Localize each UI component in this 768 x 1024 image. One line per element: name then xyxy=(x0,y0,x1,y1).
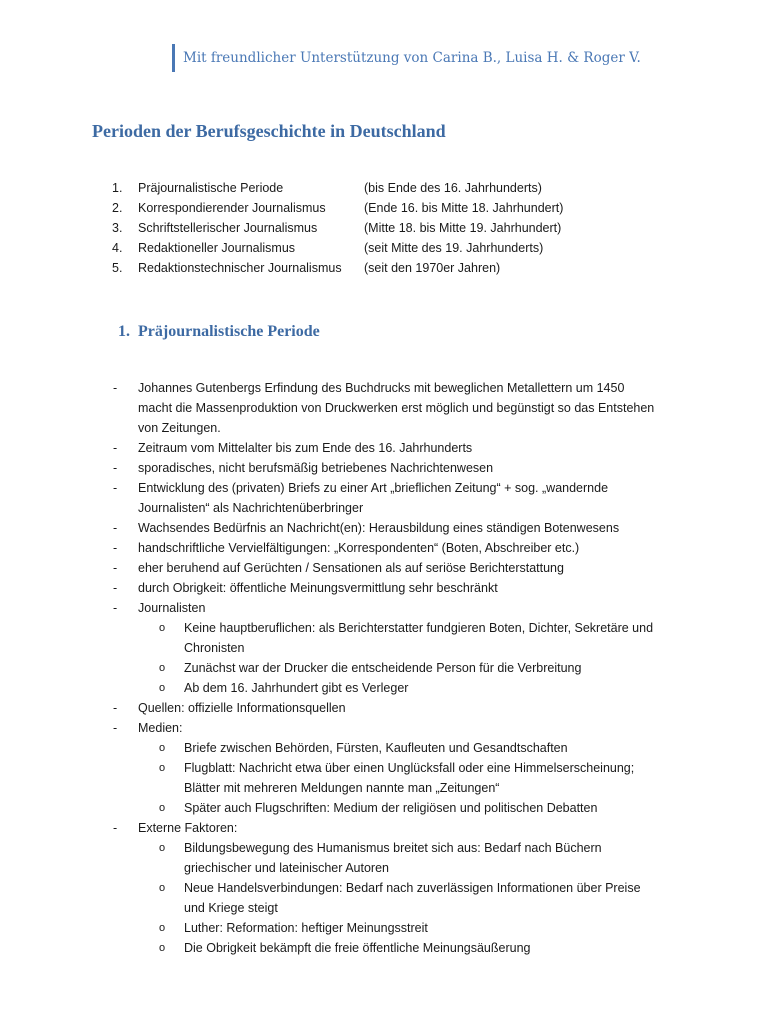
period-number: 4. xyxy=(112,241,123,255)
dash-marker: - xyxy=(113,441,118,455)
dash-marker: - xyxy=(113,521,118,535)
circle-marker: o xyxy=(159,942,166,954)
circle-marker: o xyxy=(159,922,166,934)
dash-marker: - xyxy=(113,461,118,475)
period-name: Präjournalistische Periode xyxy=(138,181,284,195)
sub-bullet-text: Luther: Reformation: heftiger Meinungsstreit xyxy=(184,921,428,935)
bullet-text: Externe Faktoren: xyxy=(138,821,238,835)
sub-bullet-text: Keine hauptberuflichen: als Berichterstatter fundgieren Boten, Dichter, Sekretäre und Chronisten xyxy=(184,621,654,655)
bullet-text: sporadisches, nicht berufsmäßig betriebenes Nachrichtenwesen xyxy=(138,461,494,475)
bullet-item xyxy=(0,718,658,738)
dash-marker: - xyxy=(113,601,118,615)
bullet-item xyxy=(0,538,658,558)
circle-marker: o xyxy=(159,882,166,894)
sub-bullet-text: Bildungsbewegung des Humanismus breitet sich aus: Bedarf nach Büchern griechischer und lateinischer Autoren xyxy=(184,841,602,875)
section-number: 1. xyxy=(118,323,130,340)
period-name: Schriftstellerischer Journalismus xyxy=(138,221,318,235)
bullet-text: Journalisten xyxy=(138,601,206,615)
bullet-text: Zeitraum vom Mittelalter bis zum Ende des 16. Jahrhunderts xyxy=(138,441,473,455)
dash-marker: - xyxy=(113,481,118,495)
sub-bullet-item xyxy=(0,758,658,798)
dash-marker: - xyxy=(113,541,118,555)
period-name: Redaktionstechnischer Journalismus xyxy=(138,261,342,275)
bullet-text: Entwicklung des (privaten) Briefs zu einer Art „brieflichen Zeitung“ + sog. „wandernde Journalisten“ als Nachrichtenüberbringer xyxy=(138,481,609,515)
period-number: 2. xyxy=(112,201,123,215)
bullet-item xyxy=(0,818,658,838)
bullet-text: Medien: xyxy=(138,721,183,735)
dash-marker: - xyxy=(113,381,118,395)
dash-marker: - xyxy=(113,561,118,575)
sub-bullet-item xyxy=(0,938,658,958)
bullet-item xyxy=(0,458,658,478)
sub-bullet-text: Zunächst war der Drucker die entscheidende Person für die Verbreitung xyxy=(184,661,582,675)
sub-bullet-text: Briefe zwischen Behörden, Fürsten, Kaufleuten und Gesandtschaften xyxy=(184,741,568,755)
section-heading xyxy=(118,323,320,341)
circle-marker: o xyxy=(159,802,166,814)
bullet-item xyxy=(0,558,658,578)
sub-bullet-text: Später auch Flugschriften: Medium der religiösen und politischen Debatten xyxy=(184,801,598,815)
sub-bullet-item xyxy=(0,658,658,678)
dash-marker: - xyxy=(113,701,118,715)
circle-marker: o xyxy=(159,622,166,634)
bullet-item xyxy=(0,378,658,438)
bullet-item xyxy=(0,438,658,458)
header-credits: Mit freundlicher Unterstützung von Carina B., Luisa H. & Roger V. xyxy=(172,44,641,72)
page-title: Perioden der Berufsgeschichte in Deutschland xyxy=(92,121,446,141)
dash-marker: - xyxy=(113,581,118,595)
sub-bullet-item xyxy=(0,678,658,698)
dash-marker: - xyxy=(113,721,118,735)
period-range: (Mitte 18. bis Mitte 19. Jahrhundert) xyxy=(364,221,562,235)
period-range: (seit den 1970er Jahren) xyxy=(364,261,501,275)
period-range: (Ende 16. bis Mitte 18. Jahrhundert) xyxy=(364,201,564,215)
bullet-text: handschriftliche Vervielfältigungen: „Korrespondenten“ (Boten, Abschreiber etc.) xyxy=(138,541,580,555)
sub-bullet-text: Neue Handelsverbindungen: Bedarf nach zuverlässigen Informationen über Preise und Kriege steigt xyxy=(184,881,641,915)
bullet-text: Johannes Gutenbergs Erfindung des Buchdrucks mit beweglichen Metallettern um 1450 macht die Massenproduktion von Druckwerken erst möglich und begünstigt so das Entstehen von Zeitungen. xyxy=(138,381,655,435)
period-name: Redaktioneller Journalismus xyxy=(138,241,296,255)
sub-bullet-item xyxy=(0,918,658,938)
sub-bullet-text: Die Obrigkeit bekämpft die freie öffentliche Meinungsäußerung xyxy=(184,941,531,955)
bullet-text: Quellen: offizielle Informationsquellen xyxy=(138,701,346,715)
sub-bullet-item xyxy=(0,798,658,818)
circle-marker: o xyxy=(159,662,166,674)
period-name: Korrespondierender Journalismus xyxy=(138,201,326,215)
bullet-item xyxy=(0,518,658,538)
sub-bullet-item xyxy=(0,618,658,658)
period-range: (bis Ende des 16. Jahrhunderts) xyxy=(364,181,542,195)
bullet-item xyxy=(0,698,658,718)
circle-marker: o xyxy=(159,682,166,694)
sub-bullet-text: Ab dem 16. Jahrhundert gibt es Verleger xyxy=(184,681,409,695)
dash-marker: - xyxy=(113,821,118,835)
period-number: 1. xyxy=(112,181,123,195)
bullet-text: Wachsendes Bedürfnis an Nachricht(en): Herausbildung eines ständigen Botenwesens xyxy=(138,521,620,535)
sub-bullet-text: Flugblatt: Nachricht etwa über einen Unglücksfall oder eine Himmelserscheinung; Blätter mit mehreren Meldungen nannte man „Zeitungen“ xyxy=(184,761,635,795)
bullet-item xyxy=(0,598,658,618)
sub-bullet-item xyxy=(0,738,658,758)
circle-marker: o xyxy=(159,742,166,754)
period-number: 3. xyxy=(112,221,123,235)
circle-marker: o xyxy=(159,762,166,774)
period-range: (seit Mitte des 19. Jahrhunderts) xyxy=(364,241,544,255)
bullet-list xyxy=(0,378,768,958)
period-number: 5. xyxy=(112,261,123,275)
bullet-item xyxy=(0,478,658,518)
sub-bullet-item xyxy=(0,838,658,878)
bullet-text: durch Obrigkeit: öffentliche Meinungsvermittlung sehr beschränkt xyxy=(138,581,498,595)
section-title: Präjournalistische Periode xyxy=(138,323,320,340)
sub-bullet-item xyxy=(0,878,658,918)
bullet-text: eher beruhend auf Gerüchten / Sensationen als auf seriöse Berichterstattung xyxy=(138,561,564,575)
circle-marker: o xyxy=(159,842,166,854)
bullet-item xyxy=(0,578,658,598)
